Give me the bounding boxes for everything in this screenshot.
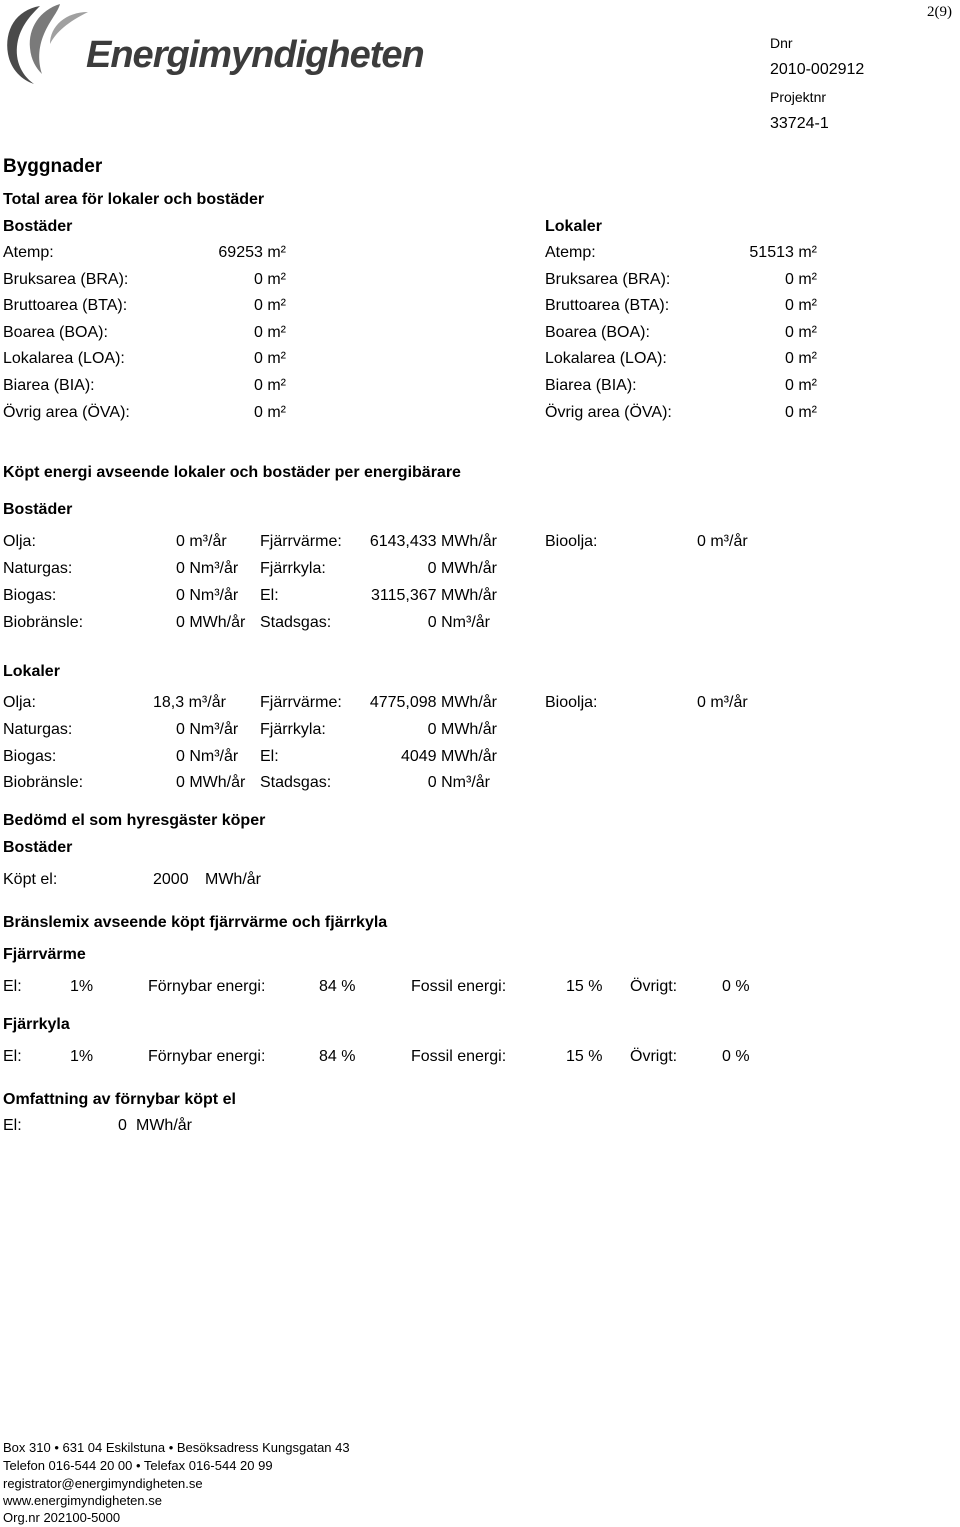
area-value: 0 m² xyxy=(785,324,817,341)
area-label: Lokalarea (LOA): xyxy=(3,350,125,367)
fjarrkyla-mix-title: Fjärrkyla xyxy=(3,1016,70,1033)
mix-fornybar-value: 84 % xyxy=(319,1048,356,1065)
mix-ovrigt-label: Övrigt: xyxy=(630,978,678,995)
biogas-label: Biogas: xyxy=(3,748,57,765)
fuel-mix-title: Bränslemix avseende köpt fjärrvärme och fjärrkyla xyxy=(3,914,388,931)
area-label: Boarea (BOA): xyxy=(3,324,108,341)
area-label: Övrig area (ÖVA): xyxy=(545,404,672,421)
area-title: Total area för lokaler och bostäder xyxy=(3,191,265,208)
area-label: Övrig area (ÖVA): xyxy=(3,404,130,421)
area-value: 0 m² xyxy=(785,377,817,394)
tenant-el-subtitle: Bostäder xyxy=(3,839,73,856)
footer-orgnr: Org.nr 202100-5000 xyxy=(3,1510,121,1525)
area-label: Biarea (BIA): xyxy=(3,377,95,394)
footer-website: www.energimyndigheten.se xyxy=(3,1493,162,1508)
biobransle-value: 0 MWh/år xyxy=(176,614,246,631)
area-value: 69253 m² xyxy=(218,244,286,261)
area-value: 51513 m² xyxy=(749,244,817,261)
bioolja-value: 0 m³/år xyxy=(697,533,748,550)
area-value: 0 m² xyxy=(254,297,286,314)
area-value: 0 m² xyxy=(785,297,817,314)
mix-fossil-label: Fossil energi: xyxy=(411,978,507,995)
projektnr-label: Projektnr xyxy=(770,89,827,105)
fjarrvarme-mix-title: Fjärrvärme xyxy=(3,946,86,963)
naturgas-value: 0 Nm³/år xyxy=(176,560,239,577)
renewable-el-label: El: xyxy=(3,1117,22,1134)
biobransle-label: Biobränsle: xyxy=(3,774,84,791)
olja-value: 0 m³/år xyxy=(176,533,227,550)
biogas-value: 0 Nm³/år xyxy=(176,748,239,765)
area-value: 0 m² xyxy=(254,377,286,394)
fjarrvarme-value: 4775,098 MWh/år xyxy=(369,694,497,711)
logo xyxy=(0,0,424,90)
bioolja-value: 0 m³/år xyxy=(697,694,748,711)
area-label: Biarea (BIA): xyxy=(545,377,637,394)
mix-fornybar-label: Förnybar energi: xyxy=(148,1048,266,1065)
energy-title: Köpt energi avseende lokaler och bostäder per energibärare xyxy=(3,464,461,481)
fjarrvarme-label: Fjärrvärme: xyxy=(260,694,342,711)
renewable-el-title: Omfattning av förnybar köpt el xyxy=(3,1091,236,1108)
bioolja-label: Bioolja: xyxy=(545,694,598,711)
footer-phone: Telefon 016-544 20 00 • Telefax 016-544 20 99 xyxy=(3,1458,273,1473)
area-value: 0 m² xyxy=(785,350,817,367)
footer-address: Box 310 • 631 04 Eskilstuna • Besöksadress Kungsgatan 43 xyxy=(3,1440,350,1455)
biobransle-value: 0 MWh/år xyxy=(176,774,246,791)
mix-ovrigt-value: 0 % xyxy=(722,978,750,995)
mix-fossil-label: Fossil energi: xyxy=(411,1048,507,1065)
lokaler-energy-title: Lokaler xyxy=(3,663,60,680)
area-label: Bruttoarea (BTA): xyxy=(3,297,128,314)
stadsgas-label: Stadsgas: xyxy=(260,774,332,791)
olja-label: Olja: xyxy=(3,694,36,711)
el-label: El: xyxy=(260,587,279,604)
area-value: 0 m² xyxy=(785,404,817,421)
biogas-value: 0 Nm³/år xyxy=(176,587,239,604)
page-number: 2(9) xyxy=(927,4,952,20)
kopt-el-label: Köpt el: xyxy=(3,871,58,888)
kopt-el-unit: MWh/år xyxy=(205,871,261,888)
fjarrkyla-label: Fjärrkyla: xyxy=(260,560,326,577)
fjarrkyla-value: 0 MWh/år xyxy=(427,560,497,577)
projektnr-value: 33724-1 xyxy=(770,115,829,132)
mix-el-value: 1% xyxy=(70,978,94,995)
fjarrvarme-value: 6143,433 MWh/år xyxy=(369,533,497,550)
mix-fornybar-label: Förnybar energi: xyxy=(148,978,266,995)
footer-email: registrator@energimyndigheten.se xyxy=(3,1476,203,1491)
biogas-label: Biogas: xyxy=(3,587,57,604)
naturgas-label: Naturgas: xyxy=(3,721,73,738)
stadsgas-value: 0 Nm³/år xyxy=(427,774,490,791)
area-label: Lokalarea (LOA): xyxy=(545,350,667,367)
area-label: Atemp: xyxy=(545,244,596,261)
area-label: Bruksarea (BRA): xyxy=(3,271,129,288)
dnr-value: 2010-002912 xyxy=(770,61,865,78)
area-value: 0 m² xyxy=(254,350,286,367)
renewable-el-unit: MWh/år xyxy=(136,1117,192,1134)
el-value: 3115,367 MWh/år xyxy=(371,587,497,604)
stadsgas-value: 0 Nm³/år xyxy=(427,614,490,631)
logo-text: Energimyndigheten xyxy=(86,34,424,76)
area-label: Bruksarea (BRA): xyxy=(545,271,671,288)
fjarrkyla-value: 0 MWh/år xyxy=(427,721,497,738)
dnr-label: Dnr xyxy=(770,35,793,51)
mix-ovrigt-value: 0 % xyxy=(722,1048,750,1065)
area-label: Bruttoarea (BTA): xyxy=(545,297,670,314)
stadsgas-label: Stadsgas: xyxy=(260,614,332,631)
naturgas-label: Naturgas: xyxy=(3,560,73,577)
mix-fornybar-value: 84 % xyxy=(319,978,356,995)
area-label: Atemp: xyxy=(3,244,54,261)
el-label: El: xyxy=(260,748,279,765)
bioolja-label: Bioolja: xyxy=(545,533,598,550)
olja-label: Olja: xyxy=(3,533,36,550)
area-value: 0 m² xyxy=(254,404,286,421)
mix-el-label: El: xyxy=(3,978,22,995)
tenant-el-title: Bedömd el som hyresgäster köper xyxy=(3,812,266,829)
section-title-byggnader: Byggnader xyxy=(3,156,103,177)
mix-el-label: El: xyxy=(3,1048,22,1065)
kopt-el-value: 2000 xyxy=(153,871,189,888)
area-value: 0 m² xyxy=(785,271,817,288)
area-label: Boarea (BOA): xyxy=(545,324,650,341)
mix-fossil-value: 15 % xyxy=(566,978,603,995)
fjarrvarme-label: Fjärrvärme: xyxy=(260,533,342,550)
logo-swirl-icon xyxy=(0,0,92,90)
mix-fossil-value: 15 % xyxy=(566,1048,603,1065)
mix-el-value: 1% xyxy=(70,1048,94,1065)
bostader-area-title: Bostäder xyxy=(3,218,73,235)
naturgas-value: 0 Nm³/år xyxy=(176,721,239,738)
el-value: 4049 MWh/år xyxy=(400,748,497,765)
lokaler-area-title: Lokaler xyxy=(545,218,602,235)
area-value: 0 m² xyxy=(254,324,286,341)
fjarrkyla-label: Fjärrkyla: xyxy=(260,721,326,738)
biobransle-label: Biobränsle: xyxy=(3,614,84,631)
area-value: 0 m² xyxy=(254,271,286,288)
olja-value: 18,3 m³/år xyxy=(153,694,226,711)
mix-ovrigt-label: Övrigt: xyxy=(630,1048,678,1065)
renewable-el-value: 0 xyxy=(118,1117,127,1134)
bostader-energy-title: Bostäder xyxy=(3,501,73,518)
